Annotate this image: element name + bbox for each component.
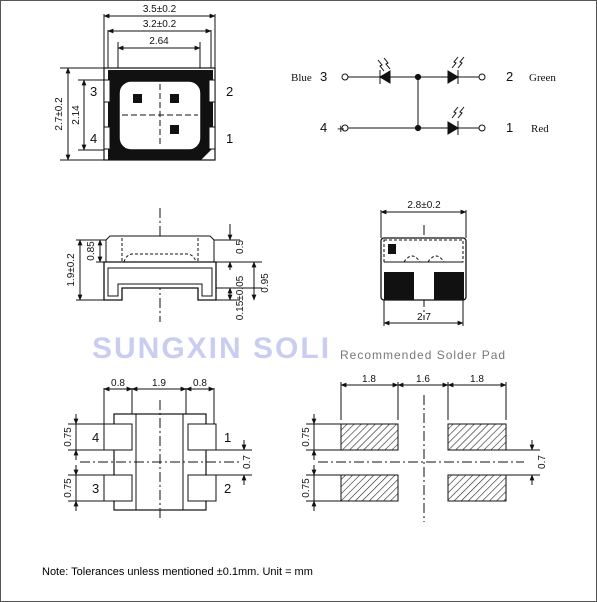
top-pin-1: 1 <box>226 131 234 146</box>
dim-pad-right: 1.8 <box>470 374 484 385</box>
dim-end-bottom-width: 2.7 <box>417 312 431 323</box>
dim-side-lead: 0.15±0.05 <box>235 275 246 321</box>
circuit-label-blue: Blue <box>291 72 312 84</box>
dim-side-top: 0.5 <box>235 240 246 254</box>
dim-end-top-width: 2.8±0.2 <box>407 200 441 211</box>
top-view <box>60 14 215 160</box>
bottom-pin-1: 1 <box>224 430 232 445</box>
dim-side-body: 0.95 <box>260 273 271 293</box>
dim-side-lens: 0.85 <box>86 241 97 261</box>
circuit-pin-1: 1 <box>506 120 514 135</box>
dim-top-width-overall: 3.5±0.2 <box>142 4 177 15</box>
watermark-brand: SUNGXIN SOLI <box>92 332 332 365</box>
top-pin-2: 2 <box>226 84 234 99</box>
dim-side-total-height: 1.9±0.2 <box>66 253 77 287</box>
dim-bottom-pad-bottom: 0.75 <box>63 478 74 498</box>
dim-pad-left: 1.8 <box>362 374 376 385</box>
dim-pad-bottom: 0.75 <box>301 478 312 498</box>
top-pin-4: 4 <box>90 131 98 146</box>
bottom-view <box>68 388 252 520</box>
bottom-pin-3: 3 <box>92 481 100 496</box>
bottom-pin-2: 2 <box>224 481 232 496</box>
tolerance-note: Note: Tolerances unless mentioned ±0.1mm. Unit = mm <box>42 566 313 578</box>
circuit-label-green: Green <box>529 72 556 84</box>
circuit-pin-3: 3 <box>320 69 328 84</box>
dim-top-width-body: 3.2±0.2 <box>142 19 177 30</box>
dim-pad-gap: 1.6 <box>416 374 430 385</box>
dim-bottom-center: 0.7 <box>242 455 253 469</box>
watermark-caption: Recommended Solder Pad <box>340 348 507 362</box>
circuit-diagram <box>342 57 485 135</box>
circuit-label-red: Red <box>531 123 549 135</box>
dim-top-height-overall: 2.7±0.2 <box>54 97 65 131</box>
circuit-pin-2: 2 <box>506 69 514 84</box>
dim-top-height-window: 2.14 <box>71 105 82 125</box>
circuit-plus-sign: + <box>337 121 345 136</box>
top-pin-3: 3 <box>90 84 98 99</box>
dim-bottom-gap: 1.9 <box>152 378 166 389</box>
dim-pad-center: 0.7 <box>537 455 548 469</box>
dim-pad-top: 0.75 <box>301 427 312 447</box>
dim-bottom-pad-top: 0.75 <box>63 427 74 447</box>
dim-bottom-pad-right: 0.8 <box>193 378 207 389</box>
dim-bottom-pad-left: 0.8 <box>111 378 125 389</box>
solder-pad-layout <box>306 382 540 522</box>
end-view <box>381 210 466 326</box>
circuit-pin-4: 4 <box>320 120 328 135</box>
dim-top-window: 2.64 <box>149 36 169 47</box>
bottom-pin-4: 4 <box>92 430 100 445</box>
